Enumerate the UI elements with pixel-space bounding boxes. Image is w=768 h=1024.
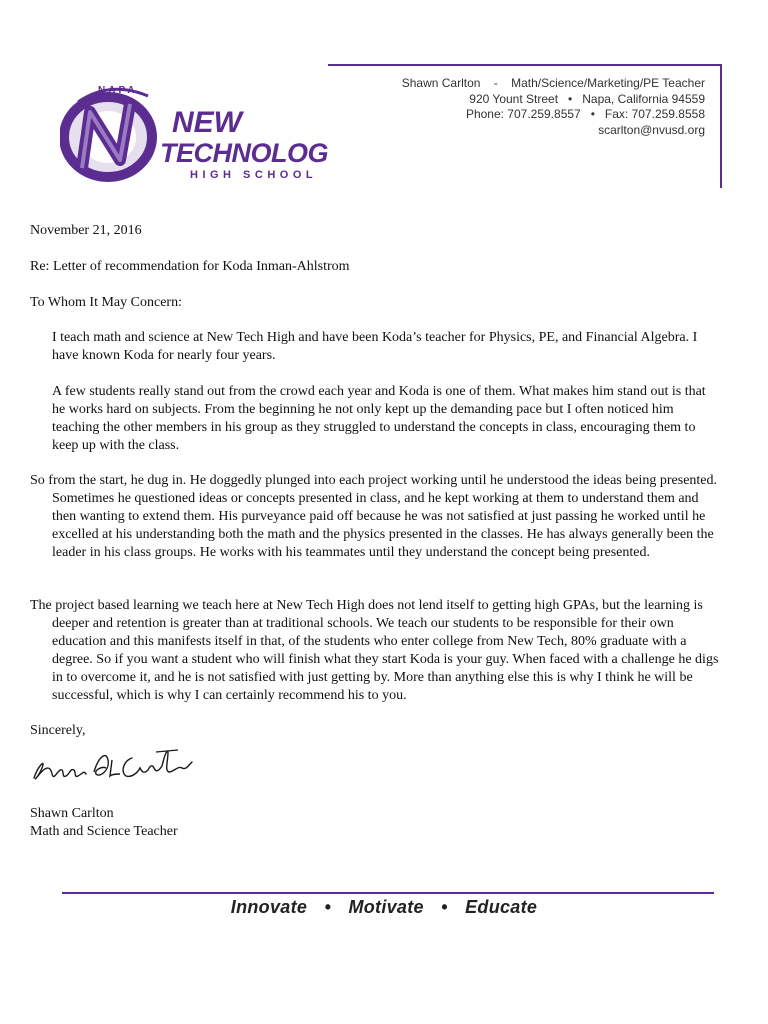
letter-paragraph: I teach math and science at New Tech High and have been Koda’s teacher for Physics, PE, and Financial Algebra. I have known Koda for nearly four years. [52, 330, 698, 363]
logo-technology-text: TECHNOLOGY [160, 138, 330, 168]
signer-title: Math and Science Teacher [30, 824, 178, 839]
letter-subject: Re: Letter of recommendation for Koda Inman-Ahlstrom [30, 259, 350, 274]
letter-greeting: To Whom It May Concern: [30, 295, 182, 310]
letter-paragraph: So from the start, he dug in. He doggedly plunged into each project working until he understood the ideas being presented. Sometimes he questioned ideas or concepts presented in class, and he kept working at them to understand them and then wanting to extend them. His purveyance paid off because he was not satisfied at just passing he worked until he excelled at his understanding both the math and the physics presented in the classes. He has always generally been the leader in his class groups. He works with his teammates until they understand the concept being presented. [30, 473, 718, 560]
contact-email[interactable]: scarlton@nvusd.org [598, 122, 705, 137]
logo-high-school-text: HIGH SCHOOL [190, 169, 318, 181]
contact-name-role: Shawn Carlton - Math/Science/Marketing/PE Teacher [401, 76, 705, 90]
motto-separator: • [441, 897, 448, 917]
footer-divider [62, 892, 714, 894]
motto-separator: • [324, 897, 332, 917]
letter-paragraph: A few students really stand out from the crowd each year and Koda is one of them. What makes him stand out is that he works hard on subjects. From the beginning he not only kept up the demanding pace but I often noticed him teaching the other members in his group as they struggled to understand the concepts in class, encouraging them to keep up with the class. [52, 384, 706, 453]
letterhead-contact [402, 76, 705, 138]
handwritten-signature [28, 738, 198, 788]
motto-word: Motivate [348, 897, 424, 917]
motto-word: Innovate [230, 897, 308, 917]
footer-motto [0, 897, 768, 918]
motto-word: Educate [465, 897, 538, 917]
contact-address: 920 Yount Street • Napa, California 94559 [469, 91, 705, 106]
letter-paragraph: The project based learning we teach here at New Tech High does not lend itself to getting high GPAs, but the learning is deeper and retention is greater than at traditional schools. We teach our students to be responsible for their own education and this manifests itself in that, of the students who enter college from New Tech, 80% graduate with a degree. So if you want a student who will finish what they start Koda is your guy. When faced with a challenge he digs in to overcome it, and he is not satisfied with just getting by. More than anything else this is why I think he will be successful, which is why I can certainly recommend his to you. [30, 598, 719, 703]
logo-new-text: NEW [172, 106, 242, 139]
school-logo [60, 82, 330, 192]
signer-name: Shawn Carlton [30, 806, 114, 821]
contact-phone-fax: Phone: 707.259.8557 • Fax: 707.259.8558 [465, 107, 705, 121]
letter-date: November 21, 2016 [30, 223, 142, 238]
letter-closing: Sincerely, [30, 723, 86, 738]
logo-napa-text: NAPA [98, 85, 138, 96]
